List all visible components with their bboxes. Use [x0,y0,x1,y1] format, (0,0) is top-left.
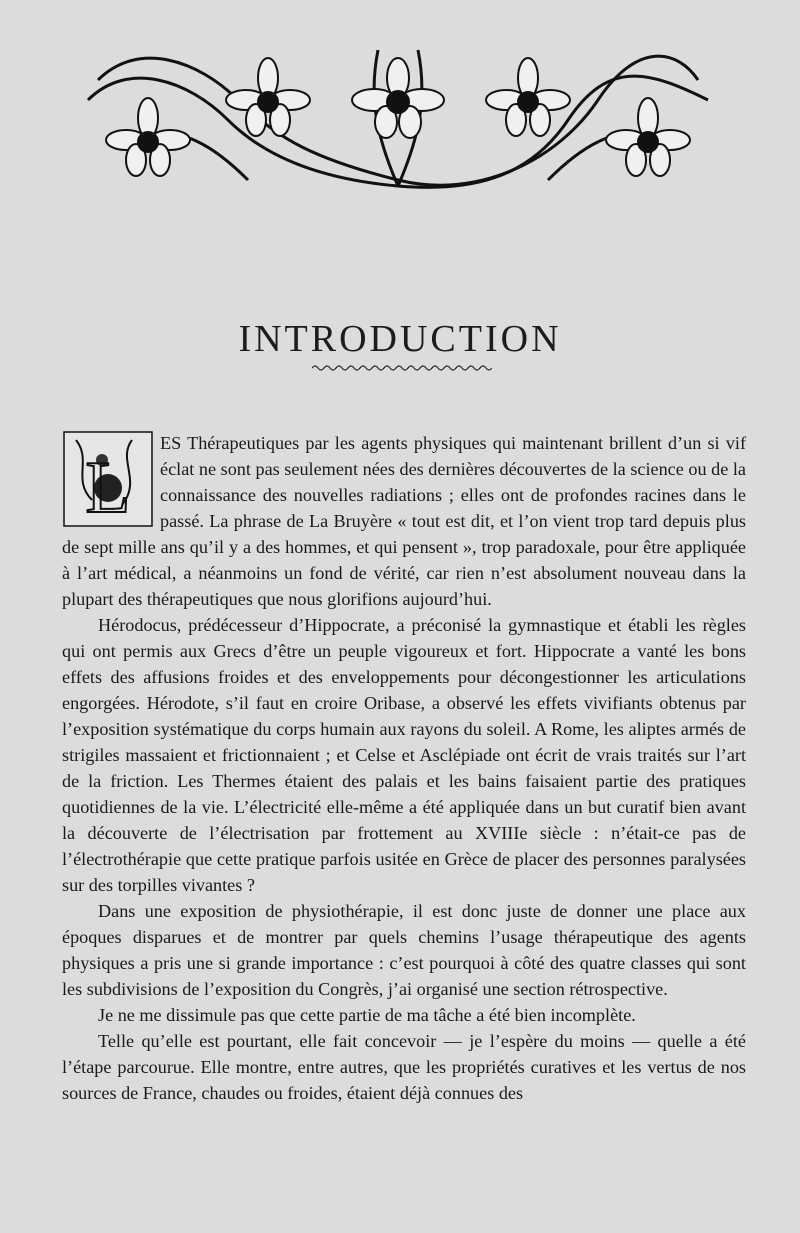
paragraph: Dans une exposition de physiothérapie, il est donc juste de donner une place aux époques disparues et de montrer par quels chemins l’usage thérapeutique des agents physiques a pris une si grande importance : c’est pourquoi à côté des quatre classes qui sont les subdivisions de l’exposition du Congrès, j’ai organisé une section rétrospective. [62,901,746,999]
paragraph-text: ES Thérapeutiques par les agents physiques qui maintenant brillent d’un si vif éclat ne sont pas seulement nées des dernières découvertes de la science ou de la connaissance des nouvelles radiations ; elles ont de profondes racines dans le passé. La phrase de La Bruyère « tout est dit, et l’on vient trop tard depuis plus de sept mille ans qu’il y a des hommes, et qui pensent », trop paradoxale, pour être appliquée à l’art médical, a néanmoins un fond de vérité, car rien n’est absolument nouveau dans la plupart des thérapeutiques que nous glorifions aujourd’hui. [62,433,746,609]
paragraph: Hérodocus, prédécesseur d’Hippocrate, a préconisé la gymnastique et établi les règles qui ont permis aux Grecs d’être un peuple vigoureux et fort. Hippocrate a vanté les bons effets des affusions froides et des enveloppements pour décongestionner les articulations engorgées. Hérodote, s’il faut en croire Oribase, a observé les effets vivifiants obtenus par l’exposition systématique du corps humain aux rayons du soleil. A Rome, les aliptes armés de strigiles massaient et frictionnaient ; et Celse et Asclépiade ont écrit de vrais traités sur l’art de la friction. Les Thermes étaient des palais et les bains faisaient partie des pratiques quotidiennes de la vie. L’électricité elle-même a été appliquée dans un but curatif bien avant la découverte de l’électrisation par frottement au XVIIIe siècle : n’était-ce pas de l’électrothérapie que cette pratique parfois usitée en Grèce de placer des personnes paralysées sur des torpilles vivantes ? [62,615,746,895]
ornamental-initial-icon [62,430,154,528]
wavy-rule-icon [312,364,492,372]
svg-text:L: L [85,447,131,528]
paragraph: Je ne me dissimule pas que cette partie de ma tâche a été bien incomplète. [98,1005,636,1025]
paragraph [62,430,746,612]
page-title: INTRODUCTION [238,318,562,361]
body-text [62,430,746,1106]
paragraph: Telle qu’elle est pourtant, elle fait concevoir — je l’espère du moins — quelle a été l’étape parcourue. Elle montre, entre autres, que les propriétés curatives et les vertus de nos sources de France, chaudes ou froides, étaient déjà connues des [62,1031,746,1103]
floral-orchid-ornament-icon [78,40,718,192]
